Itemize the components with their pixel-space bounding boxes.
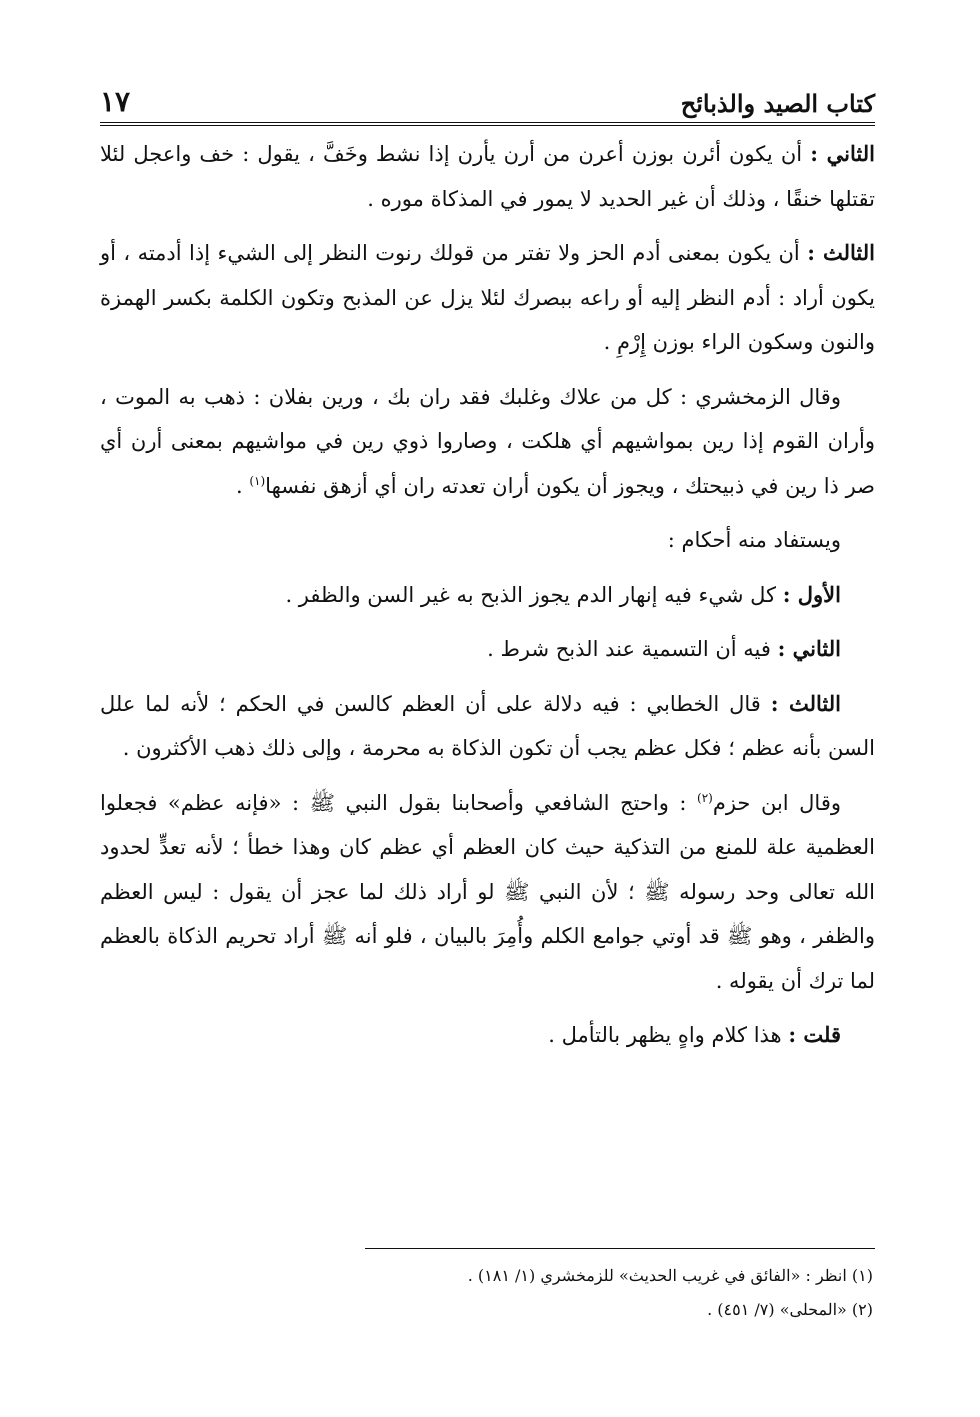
- paragraph-text: قال الخطابي : فيه دلالة على أن العظم كالسن في الحكم ؛ لأنه لما علل السن بأنه عظم ؛ فكل عظم يجب أن تكون الذكاة به محرمة ، وإلى ذلك ذهب الأكثرون .: [100, 691, 875, 760]
- paragraph-tail: : واحتج الشافعي وأصحابنا بقول النبي ﷺ : «فإنه عظم» فجعلوا العظمية علة للمنع من التذكية حيث كان العظم أي عظم كان وهذا خطأ ؛ لأنه تعدٍّ لحدود الله تعالى وحد رسوله ﷺ ؛ لأن النبي ﷺ لو أراد ذلك لما عجز أن يقول : ليس العظم والظفر ، وهو ﷺ قد أوتي جوامع الكلم وأُمِرَ بالبيان ، فلو أنه ﷺ أراد تحريم الذكاة بالعظم لما ترك أن يقوله .: [100, 790, 876, 993]
- paragraph-first-ruling: [100, 573, 875, 618]
- paragraph-text: هذا كلام واهٍ يظهر بالتأمل .: [548, 1023, 789, 1047]
- paragraph-tail: .: [235, 473, 250, 498]
- paragraph-text: وقال ابن حزم: [712, 790, 841, 815]
- footnotes: [100, 1248, 875, 1327]
- header-rule: [100, 122, 875, 126]
- paragraph-text: كل شيء فيه إنهار الدم يجوز الذبح به غير السن والظفر .: [285, 582, 783, 607]
- paragraph-text: أن يكون أئرن بوزن أعرن من أرن يأرن إذا نشط وخَفَّ ، يقول : خف واعجل لئلا تقتلها خنقًا ، وذلك أن غير الحديد لا يمور في المذكاة موره .: [100, 142, 875, 211]
- paragraph-lead: الثاني :: [777, 636, 841, 661]
- paragraph-third-ruling: [100, 682, 875, 771]
- paragraph-rulings-intro: [100, 518, 875, 563]
- footnote-2: (٢) «المحلى» (٧/ ٤٥١) .: [707, 1300, 873, 1319]
- book-title: كتاب الصيد والذبائح: [680, 89, 875, 118]
- footnote-ref-2[interactable]: (٢): [697, 790, 713, 805]
- page: [100, 60, 875, 1068]
- page-number: ١٧: [100, 85, 131, 118]
- paragraph-lead: الأول :: [782, 581, 841, 607]
- paragraph-author-comment: [100, 1013, 875, 1058]
- paragraph-zamakhshari: [100, 375, 875, 509]
- footnote-rule: [365, 1248, 875, 1249]
- paragraph-text: ويستفاد منه أحكام :: [667, 528, 841, 552]
- paragraph-lead: الثالث :: [770, 690, 841, 716]
- paragraph-third-meaning: [100, 231, 875, 365]
- body-text: [100, 132, 875, 1058]
- paragraph-lead: الثالث :: [807, 240, 875, 265]
- footnote-ref-1[interactable]: (١): [249, 473, 266, 488]
- footnote-1: (١) انظر : «الفائق في غريب الحديث» للزمخشري (١/ ١٨١) .: [467, 1266, 873, 1285]
- paragraph-text: وقال الزمخشري : كل من علاك وغلبك فقد ران بك ، ورين بفلان : ذهب به الموت ، وأران القوم إذا رين بمواشيهم أي هلكت ، وصاروا ذوي رين في مواشيهم بمعنى أرن أي صر ذا رين في ذبيحتك ، ويجوز أن يكون أران تعدته ران أي أزهق نفسها: [100, 384, 875, 498]
- paragraph-lead: الثاني :: [810, 141, 875, 166]
- paragraph-text: فيه أن التسمية عند الذبح شرط .: [487, 637, 778, 661]
- paragraph-ibn-hazm: [100, 781, 875, 1004]
- paragraph-second-meaning: [100, 132, 875, 221]
- paragraph-second-ruling: [100, 627, 875, 672]
- paragraph-lead: قلت :: [788, 1022, 841, 1047]
- running-head: [100, 60, 875, 122]
- paragraph-text: أن يكون بمعنى أدم الحز ولا تفتر من قولك رنوت النظر إلى الشيء إذا أدمته ، أو يكون أراد : أدم النظر إليه أو راعه ببصرك لئلا يزل عن المذبح وتكون الكلمة بكسر الهمزة والنون وسكون الراء بوزن إِرْمِ .: [100, 241, 875, 354]
